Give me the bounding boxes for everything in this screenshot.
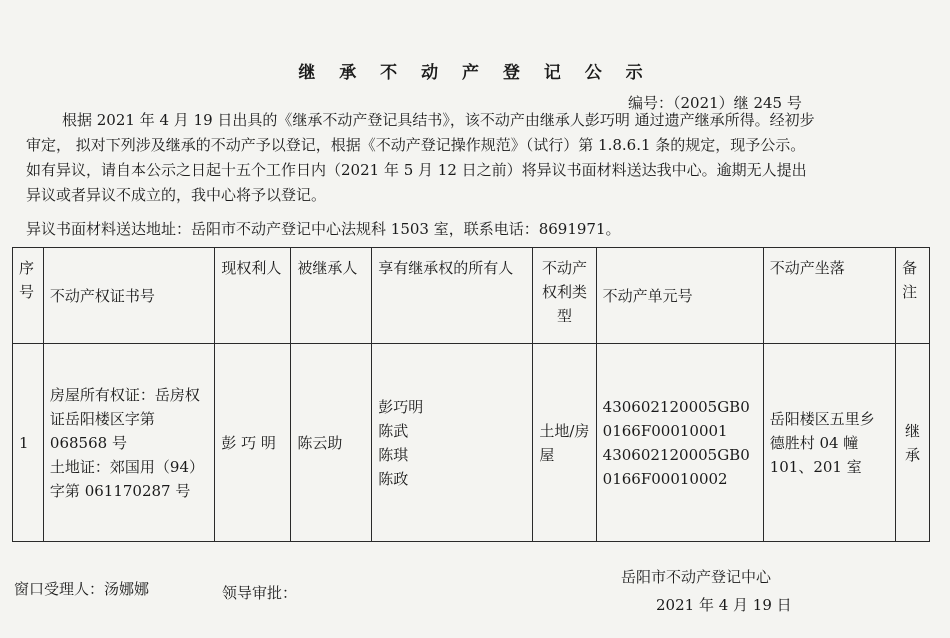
cell-right-type: 土地/房屋: [533, 344, 596, 542]
cert-land: 土地证：郊国用（94）字第 061170287 号: [49, 457, 205, 500]
header-owner: 现权利人: [215, 248, 291, 344]
unit-number: 430602120005GB00166F00010002: [602, 445, 750, 488]
cell-seq: 1: [13, 344, 44, 542]
heir-name: 彭巧明: [378, 397, 424, 416]
cell-unit-no: [596, 344, 763, 542]
objection-address: 异议书面材料送达地址：岳阳市不动产登记中心法规科 1503 室，联系电话：8691971。: [26, 220, 621, 238]
issuing-organization: 岳阳市不动产登记中心: [621, 568, 772, 586]
window-receiver: 窗口受理人：汤娜娜: [14, 580, 150, 598]
cert-house: 房屋所有权证：岳房权证岳阳楼区字第 068568 号: [49, 385, 200, 452]
heir-name: 陈政: [378, 469, 409, 488]
issue-date: 2021 年 4 月 19 日: [656, 596, 792, 614]
table-row: [13, 344, 930, 542]
table-header-row: [13, 248, 930, 344]
cell-cert-no: [43, 344, 214, 542]
cell-location: 岳阳楼区五里乡德胜村 04 幢 101、201 室: [763, 344, 895, 542]
heir-name: 陈琪: [378, 445, 409, 464]
body-line: 如有异议，请自本公示之日起十五个工作日内（2021 年 5 月 12 日之前）将异议书面材料送达我中心。逾期无人提出: [26, 161, 807, 179]
notice-title: 继 承 不 动 产 登 记 公 示: [298, 63, 652, 83]
header-unit-no: 不动产单元号: [596, 248, 763, 344]
leader-approval: 领导审批：: [222, 584, 298, 602]
header-decedent: 被继承人: [291, 248, 372, 344]
cell-owner: 彭 巧 明: [215, 344, 291, 542]
header-cert-no: 不动产权证书号: [43, 248, 214, 344]
body-line: 审定， 拟对下列涉及继承的不动产予以登记，根据《不动产登记操作规范》（试行）第 1.8.6.1 条的规定，现予公示。: [26, 136, 806, 154]
cell-remark: 继承: [896, 344, 930, 542]
heir-name: 陈武: [378, 421, 409, 440]
body-line: 异议或者异议不成立的，我中心将予以登记。: [26, 186, 327, 204]
document-number: 编号：（2021）继 245 号: [628, 94, 802, 112]
registration-table: [12, 247, 930, 542]
body-line: 根据 2021 年 4 月 19 日出具的《继承不动产登记具结书》，该不动产由继承人彭巧明 通过遗产继承所得。经初步: [62, 111, 815, 129]
header-heirs: 享有继承权的所有人: [372, 248, 533, 344]
header-remark: 备注: [896, 248, 930, 344]
header-location: 不动产坐落: [763, 248, 895, 344]
cell-heirs: [372, 344, 533, 542]
notice-body: [26, 108, 926, 208]
unit-number: 430602120005GB00166F00010001: [602, 397, 750, 440]
header-seq: 序号: [13, 248, 44, 344]
cell-decedent: 陈云助: [291, 344, 372, 542]
header-right-type: 不动产权利类型: [533, 248, 596, 344]
